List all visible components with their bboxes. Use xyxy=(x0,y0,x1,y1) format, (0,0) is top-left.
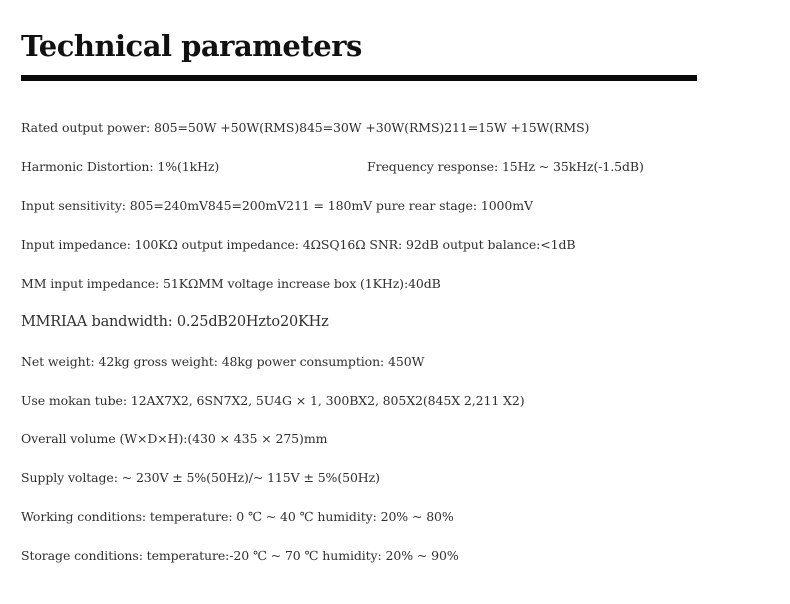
param-harmonic-distortion: Harmonic Distortion: 1%(1kHz) xyxy=(21,159,220,174)
param-frequency-response: Frequency response: 15Hz ~ 35kHz(-1.5dB) xyxy=(367,159,644,174)
param-supply-voltage: Supply voltage: ~ 230V ± 5%(50Hz)/~ 115V ± 5%(50Hz) xyxy=(21,470,380,485)
param-mmriaa-bandwidth: MMRIAA bandwidth: 0.25dB20Hzto20KHz xyxy=(21,314,329,330)
param-rated-output-power: Rated output power: 805=50W +50W(RMS)845=30W +30W(RMS)211=15W +15W(RMS) xyxy=(21,120,590,135)
title-divider xyxy=(21,75,697,81)
param-working-conditions: Working conditions: temperature: 0 ℃ ~ 40 ℃ humidity: 20% ~ 80% xyxy=(21,509,454,524)
param-weight: Net weight: 42kg gross weight: 48kg power consumption: 450W xyxy=(21,354,425,369)
param-mm-input-impedance: MM input impedance: 51KΩMM voltage increase box (1KHz):40dB xyxy=(21,276,441,291)
param-tubes: Use mokan tube: 12AX7X2, 6SN7X2, 5U4G × 1, 300BX2, 805X2(845X 2,211 X2) xyxy=(21,393,525,408)
param-row-distortion-frequency xyxy=(21,155,761,179)
param-overall-volume: Overall volume (W×D×H):(430 × 435 × 275)mm xyxy=(21,431,328,446)
param-storage-conditions: Storage conditions: temperature:-20 ℃ ~ 70 ℃ humidity: 20% ~ 90% xyxy=(21,548,459,563)
page-title: Technical parameters xyxy=(21,29,362,63)
param-input-sensitivity: Input sensitivity: 805=240mV845=200mV211 = 180mV pure rear stage: 1000mV xyxy=(21,198,533,213)
param-input-impedance: Input impedance: 100KΩ output impedance: 4ΩSQ16Ω SNR: 92dB output balance:<1dB xyxy=(21,237,576,252)
